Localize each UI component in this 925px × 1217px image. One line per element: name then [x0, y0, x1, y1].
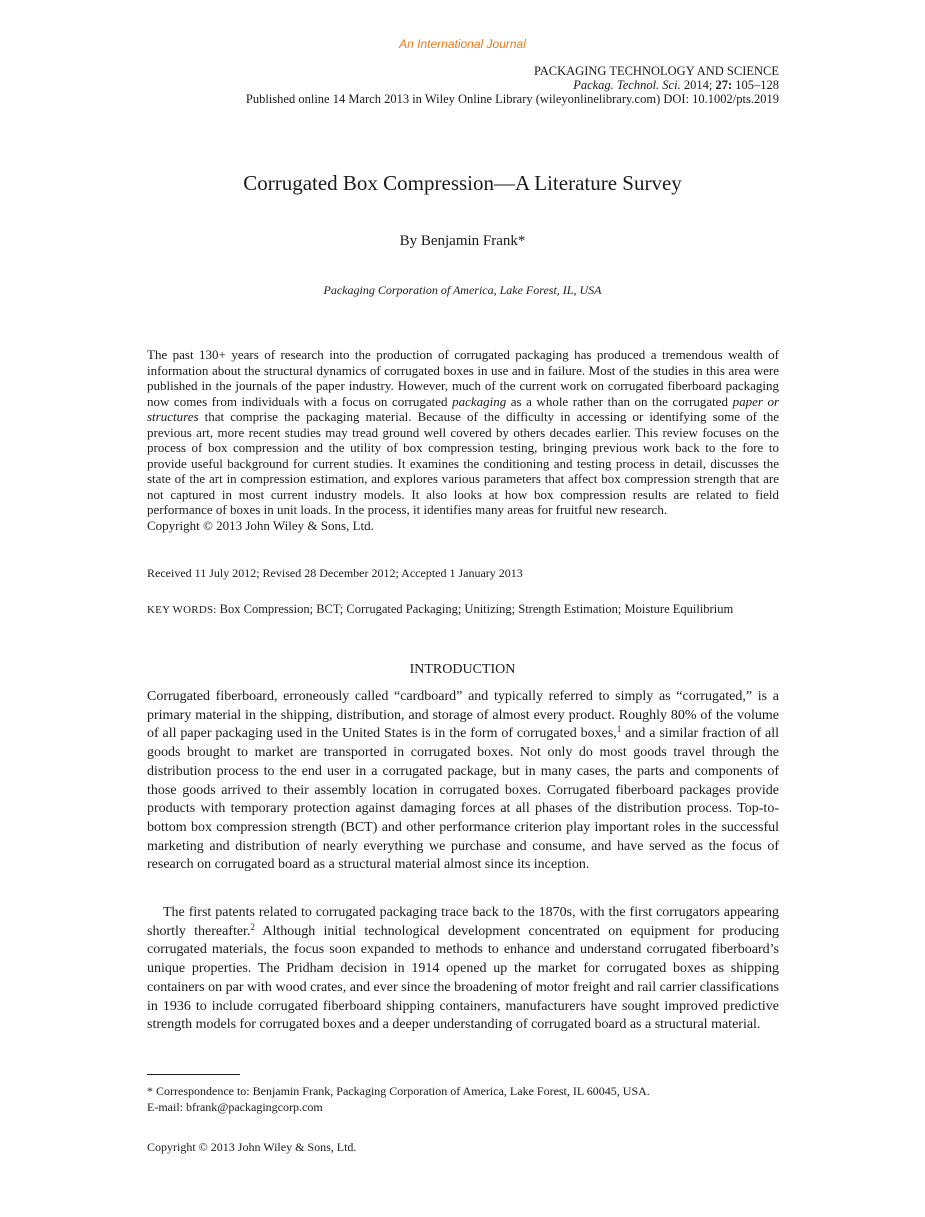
correspondence-footnote: * Correspondence to: Benjamin Frank, Packaging Corporation of America, Lake Forest, IL 60045, USA.: [147, 1084, 650, 1098]
article-title: Corrugated Box Compression—A Literature Survey: [243, 171, 682, 195]
footnote-divider: [147, 1074, 240, 1075]
citation-abbrev: Packag. Technol. Sci.: [573, 78, 681, 92]
citation-pages: 105–128: [735, 78, 779, 92]
citation-volume: 27:: [715, 78, 733, 92]
citation-year: 2014;: [683, 78, 713, 92]
abstract-text-2: as a whole rather than on the corrugated: [506, 393, 733, 409]
publication-info: Published online 14 March 2013 in Wiley Online Library (wileyonlinelibrary.com) DOI: 10.1002/pts.2019: [245, 92, 779, 106]
section-heading-introduction: INTRODUCTION: [409, 662, 516, 677]
abstract-copyright: Copyright © 2013 John Wiley & Sons, Ltd.: [147, 517, 374, 533]
reference-link-1[interactable]: 1: [616, 724, 622, 735]
intro-p1-text-b: and a similar fraction of all goods brought to market are transported in corrugated boxes. Not only do most goods travel through the distribution process to the end user in a corrugated package, but in many cases, the parts and components of those goods arrived to their assembly location in corrugated boxes. Corrugated fiberboard packages provide products with temporary protection against damaging forces at all phases of the distribution process. Top-to-bottom box compression strength (BCT) and other performance criterion play important roles in the successful marketing and distribution of nearly everything we purchase and consume, and have served as the focus of research on corrugated board as a structural material almost since its inception.: [147, 726, 780, 873]
email-footnote[interactable]: E-mail: bfrank@packagingcorp.com: [147, 1100, 323, 1114]
author-line: By Benjamin Frank*: [399, 233, 526, 249]
author-affiliation: Packaging Corporation of America, Lake Forest, IL, USA: [323, 283, 602, 297]
article-history: Received 11 July 2012; Revised 28 December 2012; Accepted 1 January 2013: [147, 566, 523, 580]
abstract-italic-1: packaging: [452, 393, 507, 409]
intro-p2-text-a: The first patents related to corrugated packaging trace back to the 1870s, with the first corrugators appearing shortly thereafter.: [147, 905, 779, 939]
abstract-italic-2: paper or structures: [147, 393, 780, 424]
abstract-text-1: The past 130+ years of research into the production of corrugated packaging has produced a tremendous wealth of information about the structural dynamics of corrugated boxes in use and in failure. Most of the studies in this area were published in the journals of the paper industry. However, much of the current work on corrugated fiberboard packaging now comes from individuals with a focus on corrugated: [147, 347, 779, 409]
abstract: [147, 347, 779, 533]
abstract-text-3: that comprise the packaging material. Because of the difficulty in accessing or identifying some of the previous art, more recent studies may tread ground well covered by others decades earlier. This review focuses on the process of box compression and the utility of box compression testing, bringing previous work back to the fore to provide useful background for current studies. It examines the conditioning and testing process in detail, discusses the state of the art in compression estimation, and explores various parameters that affect box compression strength that are not captured in most current industry models. It also looks at how box compression results are related to field performance of boxes in unit loads. In the process, it identifies many areas for fruitful new research.: [147, 409, 779, 517]
citation-line: [573, 78, 779, 92]
intro-p2-text-b: Although initial technological development concentrated on equipment for producing corrugated materials, the focus soon expanded to methods to enhance and understand corrugated fiberboard’s unique properties. The Pridham decision in 1914 opened up the market for corrugated boxes as shipping containers on par with wood crates, and ever since the broadening of motor freight and rail carrier classifications in 1936 to include corrugated fiberboard shipping containers, manufacturers have sought improved predictive strength models for corrugated boxes and a deeper understanding of corrugated board as a structural material.: [147, 923, 779, 1033]
keywords: [147, 602, 779, 618]
journal-name: PACKAGING TECHNOLOGY AND SCIENCE: [533, 64, 779, 78]
intro-paragraph-1: [147, 688, 779, 875]
journal-tagline: An International Journal: [399, 37, 526, 51]
intro-p1-text-a: Corrugated fiberboard, erroneously called “cardboard” and typically referred to simply as “corrugated,” is a primary material in the shipping, distribution, and storage of almost every product. Roughly 80% of the volume of all paper packaging used in the United States is in the form of corrugated boxes,: [147, 689, 779, 742]
keywords-label: KEY WORDS:: [147, 604, 217, 616]
page-footer-copyright: Copyright © 2013 John Wiley & Sons, Ltd.: [147, 1140, 357, 1154]
keywords-list: Box Compression; BCT; Corrugated Packaging; Unitizing; Strength Estimation; Moisture Equilibrium: [219, 602, 734, 616]
reference-link-2[interactable]: 2: [250, 921, 255, 932]
intro-paragraph-2: [147, 904, 779, 1035]
